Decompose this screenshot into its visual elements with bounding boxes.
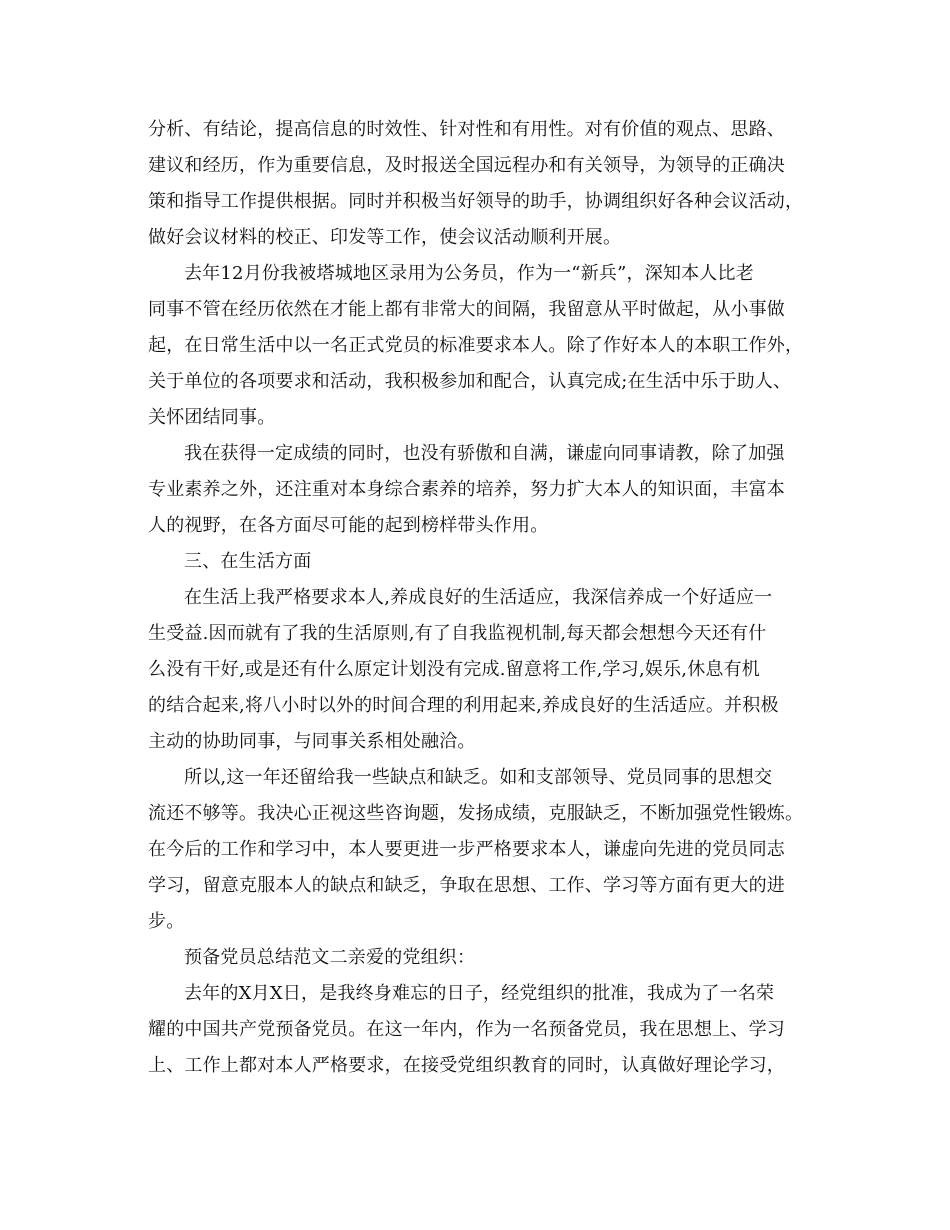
- text-line: 同事不管在经历依然在才能上都有非常大的间隔，我留意从平时做起，从小事做: [148, 299, 785, 320]
- text-line: 所以,这一年还留给我一些缺点和缺乏。如和支部领导、党员同事的思想交: [184, 767, 773, 788]
- text-line: 耀的中国共产党预备党员。在这一年内，作为一名预备党员，我在思想上、学习: [148, 1019, 785, 1040]
- text-line: 预备党员总结范文二亲爱的党组织：: [184, 947, 476, 968]
- text-line: 去年12月份我被塔城地区录用为公务员，作为一“新兵”，深知本人比老: [184, 263, 754, 284]
- text-line: 在生活上我严格要求本人,养成良好的生活适应，我深信养成一个好适应一: [184, 587, 773, 608]
- text-line: 专业素养之外，还注重对本身综合素养的培养，努力扩大本人的知识面，丰富本: [148, 479, 785, 500]
- text-line: 建议和经历，作为重要信息，及时报送全国远程办和有关领导，为领导的正确决: [148, 155, 785, 176]
- text-line: 的结合起来,将八小时以外的时间合理的利用起来,养成良好的生活适应。并积极: [148, 695, 779, 716]
- text-line: 人的视野，在各方面尽可能的起到榜样带头作用。: [148, 515, 549, 536]
- text-line: 上、工作上都对本人严格要求，在接受党组织教育的同时，认真做好理论学习，: [148, 1055, 785, 1076]
- text-line: 步。: [148, 911, 185, 932]
- text-line: 学习，留意克服本人的缺点和缺乏，争取在思想、工作、学习等方面有更大的进: [148, 875, 785, 896]
- text-line: 做好会议材料的校正、印发等工作，使会议活动顺利开展。: [148, 227, 622, 248]
- text-line: 主动的协助同事，与同事关系相处融洽。: [148, 731, 476, 752]
- text-line: 去年的X月X日，是我终身难忘的日子，经党组织的批准，我成为了一名荣: [184, 983, 775, 1004]
- text-line: 关于单位的各项要求和活动，我积极参加和配合，认真完成;在生活中乐于助人、: [148, 371, 792, 392]
- text-line: 在今后的工作和学习中，本人要更进一步严格要求本人，谦虚向先进的党员同志: [148, 839, 785, 860]
- text-line: 我在获得一定成绩的同时，也没有骄傲和自满，谦虚向同事请教，除了加强: [184, 443, 785, 464]
- text-line: 三、在生活方面: [184, 551, 312, 572]
- text-line: 关怀团结同事。: [148, 407, 276, 428]
- text-line: 起，在日常生活中以一名正式党员的标准要求本人。除了作好本人的本职工作外，: [148, 335, 804, 356]
- text-line: 流还不够等。我决心正视这些咨询题，发扬成绩，克服缺乏，不断加强党性锻炼。: [148, 803, 804, 824]
- document-body: [148, 112, 820, 1084]
- text-line: 么没有干好,或是还有什么原定计划没有完成.留意将工作,学习,娱乐,休息有机: [148, 659, 761, 680]
- text-line: 生受益.因而就有了我的生活原则,有了自我监视机制,每天都会想想今天还有什: [148, 623, 767, 644]
- text-line: 策和指导工作提供根据。同时并积极当好领导的助手，协调组织好各种会议活动，: [148, 191, 804, 212]
- text-line: 分析、有结论，提高信息的时效性、针对性和有用性。对有价值的观点、思路、: [148, 119, 785, 140]
